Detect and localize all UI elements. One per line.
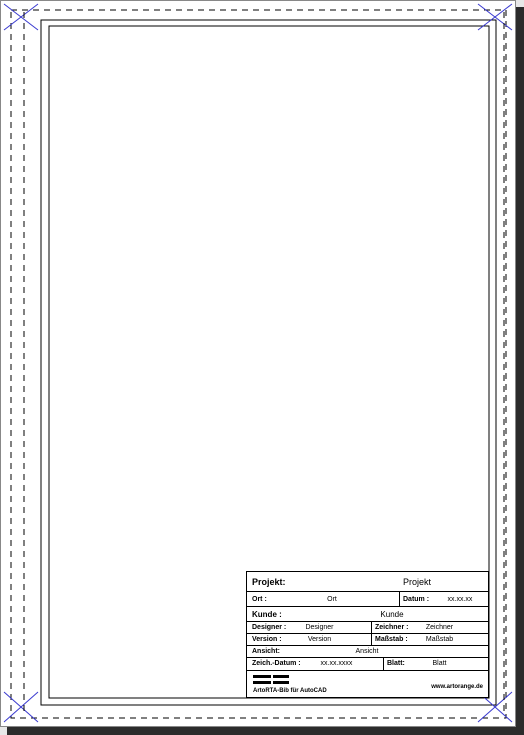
ort-value: Ort xyxy=(327,596,337,603)
zeichdatum-value: xx.xx.xxxx xyxy=(320,660,353,667)
titleblock-footer xyxy=(247,671,488,698)
zeichner-value: Zeichner xyxy=(425,624,454,631)
datum-label: Datum : xyxy=(403,596,430,603)
row-projekt xyxy=(247,572,488,592)
row-version xyxy=(247,634,488,646)
version-label: Version : xyxy=(252,636,282,643)
blatt-label: Blatt: xyxy=(387,660,405,667)
designer-label: Designer : xyxy=(252,624,287,631)
kunde-value: Kunde xyxy=(380,610,404,619)
footer-right-text: www.artorange.de xyxy=(431,684,483,690)
kunde-label: Kunde : xyxy=(252,610,282,619)
designer-value: Designer xyxy=(305,624,334,631)
massstab-value: Maßstab xyxy=(425,636,454,643)
version-value: Version xyxy=(307,636,332,643)
datum-value: xx.xx.xx xyxy=(447,596,473,603)
ort-label: Ort : xyxy=(252,596,267,603)
ansicht-label: Ansicht: xyxy=(252,648,280,655)
projekt-label: Projekt: xyxy=(252,577,286,587)
blatt-value: Blatt xyxy=(432,660,447,667)
logo-mark xyxy=(253,674,291,684)
massstab-label: Maßstab : xyxy=(375,636,408,643)
zeichdatum-label: Zeich.-Datum : xyxy=(252,660,301,667)
row-designer xyxy=(247,622,488,634)
zeichner-label: Zeichner : xyxy=(375,624,409,631)
row-ort xyxy=(247,592,488,607)
title-block xyxy=(246,571,489,698)
row-ansicht xyxy=(247,646,488,658)
projekt-value: Projekt xyxy=(402,577,431,587)
footer-left-text: ArtoRTA-Bib für AutoCAD xyxy=(253,688,327,694)
row-zeichdatum xyxy=(247,658,488,671)
ansicht-value: Ansicht xyxy=(355,648,379,655)
row-kunde xyxy=(247,607,488,622)
